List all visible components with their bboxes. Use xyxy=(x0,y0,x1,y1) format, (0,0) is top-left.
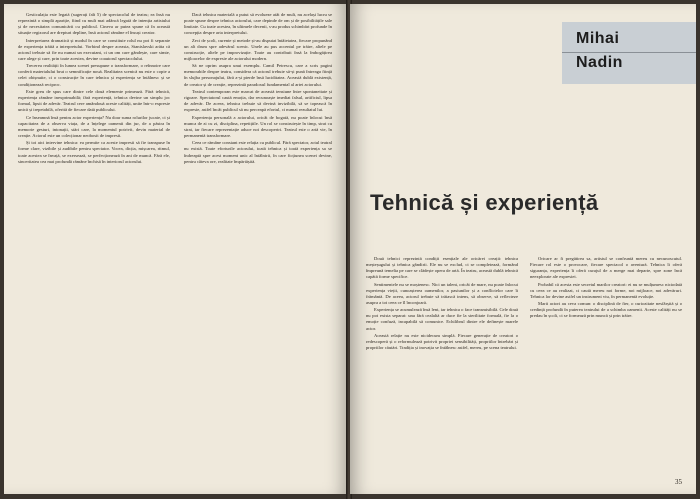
page-number: 35 xyxy=(675,478,682,486)
right-column-2 xyxy=(530,256,682,456)
left-page xyxy=(4,4,348,494)
paragraph: Este greu de spus care dintre cele două elemente primează. Fără tehnică, experiența rămâne inexprimabilă; fără experiență, tehnica devine un simplu joc formal, lipsit de adevăr. Teatrul cere amândouă aceste calități, unite într-o expresie unică și irepetabilă, oferită de fiecare dată publicului. xyxy=(18,89,170,113)
right-column-1 xyxy=(366,256,518,486)
author-box xyxy=(562,22,696,84)
paragraph: Ce înseamnă însă pentru actor experiența? Nu doar suma rolurilor jucate, ci și capacitatea de a observa viața, de a înțelege oamenii din jur, de a păstra în memorie gesturi, intonații, stări care, la momentul potrivit, devin material de creație. Actorul este un colecționar neobosit de impresii. xyxy=(18,114,170,138)
paragraph: Trecerea realității în lumea scenei presupune o transformare, o reînnoire care conferă materialului brut o semnificație nouă. Realitatea scenică nu este o copie a celei obișnuite, ci o construcție în care tehnica și experiența se întâlnesc și se condiționează reciproc. xyxy=(18,63,170,87)
paragraph: Oricare ar fi pregătirea sa, artistul se confruntă mereu cu necunoscutul. Fiecare rol este o provocare, fiecare spectacol o aventură. Tehnica îi oferă siguranța, experiența îi oferă curajul de a merge mai departe, spre zone încă neexplorate ale expresiei. xyxy=(530,256,682,280)
paragraph: Și tot aici intervine tehnica: ea permite ca aceste impresii să fie transpuse în forme clare, vizibile și audibile pentru spectator. Vocea, dicția, mișcarea, ritmul, toate acestea se învață, se exersează, se perfecționează în ani de muncă. Fără ele, sinceritatea cea mai profundă rămâne închisă în interiorul actorului. xyxy=(18,140,170,164)
paragraph: Experiența personală a actorului, oricât de bogată, nu poate înlocui însă munca de zi cu zi, disciplina, repetițiile. Un rol se construiește în timp, strat cu strat, iar fiecare reprezentație aduce noi descoperiri. Teatrul este o artă vie, în permanentă transformare. xyxy=(184,114,332,138)
paragraph: Dacă tehnica materială a putut să evolueze atât de mult, nu același lucru se poate spune despre tehnica actorului, care depinde de om și de posibilitățile sale limitate. Cu toate acestea, în ultimele decenii, s-au produs schimbări profunde în concepția despre arta interpretului. xyxy=(184,12,332,36)
paragraph: Teatrul contemporan este marcat de această tensiune între spontaneitate și rigoare. Spectatorul caută emoția, dar recunoaște imediat falsul, artificiul, lipsa de adevăr. De aceea, tehnica trebuie să devină invizibilă, să se topească în expresie, astfel încât publicul să nu perceapă efortul, ci numai rezultatul lui. xyxy=(184,89,332,113)
author-last-name: Nadin xyxy=(576,54,623,71)
paragraph: Această relație nu este nicidecum simplă. Fiecare generație de creatori o redescoperă și o reformulează potrivit propriei sensibilități, propriilor întrebări și propriilor căutări. Tradiția și inovația se întâlnesc astfel, mereu, pe scena teatrului. xyxy=(366,333,518,351)
paragraph: Ceea ce rămâne constant este relația cu publicul. Fără spectator, actul teatral nu există. Toate eforturile actorului, toată tehnica și toată experiența sa se îndreaptă spre acest moment unic al întâlnirii, în care ficțiunea scenei devine, pentru câteva ore, realitate împărtășită. xyxy=(184,140,332,164)
left-column-2 xyxy=(184,12,332,482)
paragraph: Gesticulația este legată (sugerați faît 5) de spectacolul de teatru; ea însă nu reprezintă o simplă apariție, fiind cu mult mai adâncă legată de intenția artistului și de necesitatea comunicării cu publicul. Cineva ar putea spune că în această situație regizorul are drepturi depline, însă actorul rămâne el însuși creator. xyxy=(18,12,170,36)
author-divider xyxy=(562,52,696,53)
article-title: Tehnică și experiență xyxy=(370,190,599,215)
paragraph: Să ne oprim asupra unui exemplu. Camil Petrescu, care a scris pagini memorabile despre teatru, considera că actorul trebuie să-și pună întreaga ființă în slujba personajului, fără a-și pierde însă luciditatea. Această dublă existență, de creator și de creație, reprezintă paradoxul fundamental al artei actorului. xyxy=(184,63,332,87)
paragraph: Probabil că acesta este secretul marilor creatori: ei nu se mulțumesc niciodată cu ceea ce au realizat, ci caută mereu noi forme, noi mijloace, noi adevăruri. Tehnica lor devine astfel un instrument viu, în permanentă evoluție. xyxy=(530,281,682,299)
paragraph: Experiența se acumulează însă lent, iar tehnica o face transmisibilă. Cele două nu pot exista separat: una fără cealaltă ar duce fie la sterilitate formală, fie la o emoție confuză, incapabilă să comunice. Echilibrul dintre ele definește marele actor. xyxy=(366,307,518,331)
left-column-1 xyxy=(18,12,170,482)
paragraph: Interpretarea dramatică și modul în care se constituie rolul nu pot fi separate de experiența trăită a interpretului. Vorbind despre aceasta, Stanislavski arăta că actorul trebuie să fie nu numai un executant, ci un om care gândește, care simte, care alege și care, prin toate acestea, devine coautorul spectacolului. xyxy=(18,37,170,61)
paragraph: Marii actori au ceva comun: o disciplină de fier, o curiozitate nesfârșită și o credință profundă în puterea teatrului de a schimba oamenii. Aceste calități nu se predau în școli, ci se formează prin muncă și prin trăire. xyxy=(530,301,682,319)
paragraph: Zeci de școli, curente și metode și-au disputat întâietatea, fiecare propunând un alt drum spre adevărul scenic. Unele au pus accentul pe trăire, altele pe construcție, altele pe improvizație. Toate au contribuit însă la îmbogățirea mijloacelor de expresie ale actorului modern. xyxy=(184,37,332,61)
right-page xyxy=(350,4,696,494)
paragraph: Două tehnici reprezintă condiții esențiale ale oricărei creații: tehnica meșteșugului și tehnica gândirii. Ele nu se exclud, ci se completează, formând împreună temelia pe care se clădește opera de artă. În teatru, această dublă tehnică capătă forme specifice. xyxy=(366,256,518,280)
author-first-name: Mihai xyxy=(576,30,620,47)
paragraph: Sentimentele nu se moștenesc. Nici un talent, oricât de mare, nu poate înlocui experiența vieții, cunoașterea oamenilor, a pasiunilor și a conflictelor care îi frământă. De aceea, actorul trebuie să trăiască intens, să observe, să reflecteze asupra a tot ceea ce îl înconjoară. xyxy=(366,281,518,305)
